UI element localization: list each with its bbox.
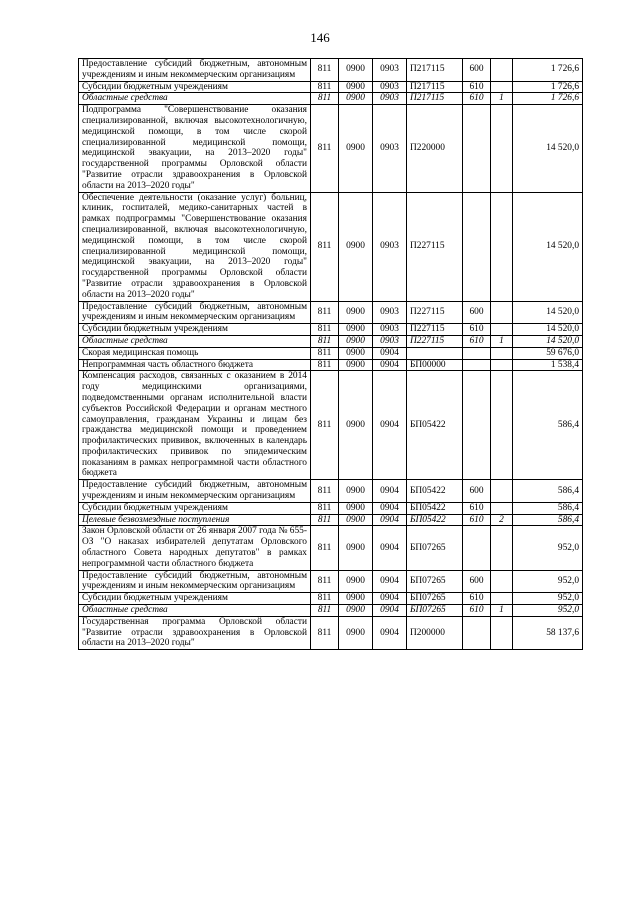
row-funding-source bbox=[491, 324, 513, 336]
row-sum: 58 137,6 bbox=[513, 616, 583, 649]
row-funding-source: 1 bbox=[491, 605, 513, 617]
row-expense-type bbox=[463, 359, 491, 371]
row-subsection-code: 0904 bbox=[373, 502, 407, 514]
row-section-code: 0900 bbox=[339, 105, 373, 192]
row-funding-source bbox=[491, 593, 513, 605]
row-ved-code: 811 bbox=[311, 347, 339, 359]
row-sum: 586,4 bbox=[513, 514, 583, 526]
row-subsection-code: 0903 bbox=[373, 324, 407, 336]
row-subsection-code: 0904 bbox=[373, 371, 407, 480]
row-subsection-code: 0903 bbox=[373, 105, 407, 192]
row-section-code: 0900 bbox=[339, 514, 373, 526]
row-ved-code: 811 bbox=[311, 605, 339, 617]
table-row bbox=[79, 359, 583, 371]
row-section-code: 0900 bbox=[339, 93, 373, 105]
row-subsection-code: 0904 bbox=[373, 526, 407, 570]
row-funding-source bbox=[491, 81, 513, 93]
row-expense-type: 610 bbox=[463, 514, 491, 526]
row-sum: 14 520,0 bbox=[513, 301, 583, 324]
row-name: Непрограммная часть областного бюджета bbox=[79, 359, 311, 371]
row-ved-code: 811 bbox=[311, 514, 339, 526]
row-target-article: П220000 bbox=[407, 105, 463, 192]
row-section-code: 0900 bbox=[339, 570, 373, 593]
row-sum: 586,4 bbox=[513, 371, 583, 480]
row-section-code: 0900 bbox=[339, 324, 373, 336]
row-funding-source: 1 bbox=[491, 335, 513, 347]
row-sum: 59 676,0 bbox=[513, 347, 583, 359]
row-name: Целевые безвозмездные поступления bbox=[79, 514, 311, 526]
table-row bbox=[79, 301, 583, 324]
table-row bbox=[79, 93, 583, 105]
table-row bbox=[79, 502, 583, 514]
row-target-article: П217115 bbox=[407, 93, 463, 105]
row-expense-type: 610 bbox=[463, 593, 491, 605]
row-funding-source bbox=[491, 359, 513, 371]
row-subsection-code: 0903 bbox=[373, 335, 407, 347]
row-funding-source bbox=[491, 192, 513, 301]
row-funding-source bbox=[491, 616, 513, 649]
row-sum: 14 520,0 bbox=[513, 192, 583, 301]
row-name: Областные средства bbox=[79, 335, 311, 347]
row-ved-code: 811 bbox=[311, 192, 339, 301]
row-sum: 952,0 bbox=[513, 605, 583, 617]
row-funding-source bbox=[491, 105, 513, 192]
table-row bbox=[79, 616, 583, 649]
row-sum: 14 520,0 bbox=[513, 324, 583, 336]
row-sum: 14 520,0 bbox=[513, 335, 583, 347]
row-subsection-code: 0903 bbox=[373, 59, 407, 82]
row-target-article: БП07265 bbox=[407, 593, 463, 605]
row-ved-code: 811 bbox=[311, 371, 339, 480]
row-ved-code: 811 bbox=[311, 570, 339, 593]
table-row bbox=[79, 347, 583, 359]
row-subsection-code: 0903 bbox=[373, 93, 407, 105]
row-ved-code: 811 bbox=[311, 93, 339, 105]
table-row bbox=[79, 526, 583, 570]
table-row bbox=[79, 480, 583, 503]
row-name: Компенсация расходов, связанных с оказанием в 2014 году медицинскими организациями, подведомственными органам исполнительной власти субъектов Российской Федерации и органам местного самоуправления, гражданам Украины и лицам без гражданства медицинской помощи и проведением профилактических прививок, включенных в календарь профилактических прививок по эпидемическим показаниям в рамках непрограммной части областного бюджета bbox=[79, 371, 311, 480]
row-target-article: БП07265 bbox=[407, 526, 463, 570]
row-name: Субсидии бюджетным учреждениям bbox=[79, 81, 311, 93]
row-name: Субсидии бюджетным учреждениям bbox=[79, 502, 311, 514]
row-subsection-code: 0904 bbox=[373, 480, 407, 503]
row-name: Областные средства bbox=[79, 93, 311, 105]
row-target-article: БП05422 bbox=[407, 502, 463, 514]
row-expense-type bbox=[463, 371, 491, 480]
row-ved-code: 811 bbox=[311, 324, 339, 336]
row-ved-code: 811 bbox=[311, 81, 339, 93]
row-target-article: П200000 bbox=[407, 616, 463, 649]
table-row bbox=[79, 593, 583, 605]
budget-table bbox=[78, 58, 583, 650]
row-expense-type bbox=[463, 347, 491, 359]
row-expense-type: 610 bbox=[463, 605, 491, 617]
table-row bbox=[79, 335, 583, 347]
table-row bbox=[79, 605, 583, 617]
row-ved-code: 811 bbox=[311, 502, 339, 514]
row-expense-type bbox=[463, 105, 491, 192]
table-row bbox=[79, 570, 583, 593]
row-funding-source bbox=[491, 526, 513, 570]
row-target-article: П217115 bbox=[407, 59, 463, 82]
row-name: Предоставление субсидий бюджетным, автономным учреждениям и иным некоммерческим организациям bbox=[79, 59, 311, 82]
row-expense-type: 600 bbox=[463, 480, 491, 503]
row-expense-type bbox=[463, 616, 491, 649]
row-name: Подпрограмма "Совершенствование оказания специализированной, включая высокотехнологичную, медицинской помощи, в том числе скорой специализированной медицинской помощи, медицинской эвакуации, на 2013–2020 годы" государственной программы Орловской области "Развитие отрасли здравоохранения в Орловской области на 2013–2020 годы" bbox=[79, 105, 311, 192]
row-ved-code: 811 bbox=[311, 616, 339, 649]
row-expense-type: 610 bbox=[463, 335, 491, 347]
row-sum: 1 538,4 bbox=[513, 359, 583, 371]
row-funding-source bbox=[491, 502, 513, 514]
row-section-code: 0900 bbox=[339, 616, 373, 649]
row-name: Субсидии бюджетным учреждениям bbox=[79, 324, 311, 336]
row-sum: 952,0 bbox=[513, 593, 583, 605]
row-section-code: 0900 bbox=[339, 480, 373, 503]
row-section-code: 0900 bbox=[339, 371, 373, 480]
row-funding-source bbox=[491, 59, 513, 82]
row-sum: 14 520,0 bbox=[513, 105, 583, 192]
row-funding-source bbox=[491, 570, 513, 593]
row-funding-source bbox=[491, 347, 513, 359]
row-ved-code: 811 bbox=[311, 593, 339, 605]
row-section-code: 0900 bbox=[339, 605, 373, 617]
row-section-code: 0900 bbox=[339, 347, 373, 359]
row-target-article: П227115 bbox=[407, 324, 463, 336]
row-subsection-code: 0904 bbox=[373, 347, 407, 359]
row-section-code: 0900 bbox=[339, 301, 373, 324]
row-section-code: 0900 bbox=[339, 59, 373, 82]
table-row bbox=[79, 324, 583, 336]
row-expense-type: 610 bbox=[463, 81, 491, 93]
row-subsection-code: 0904 bbox=[373, 616, 407, 649]
row-ved-code: 811 bbox=[311, 335, 339, 347]
row-sum: 1 726,6 bbox=[513, 93, 583, 105]
row-name: Областные средства bbox=[79, 605, 311, 617]
row-target-article: П217115 bbox=[407, 81, 463, 93]
row-sum: 1 726,6 bbox=[513, 81, 583, 93]
row-funding-source: 2 bbox=[491, 514, 513, 526]
row-section-code: 0900 bbox=[339, 502, 373, 514]
row-subsection-code: 0903 bbox=[373, 81, 407, 93]
row-subsection-code: 0904 bbox=[373, 514, 407, 526]
row-expense-type: 600 bbox=[463, 59, 491, 82]
row-target-article: БП05422 bbox=[407, 514, 463, 526]
table-row bbox=[79, 514, 583, 526]
row-expense-type: 610 bbox=[463, 93, 491, 105]
row-expense-type bbox=[463, 192, 491, 301]
row-expense-type: 600 bbox=[463, 301, 491, 324]
row-ved-code: 811 bbox=[311, 59, 339, 82]
row-expense-type: 610 bbox=[463, 502, 491, 514]
row-sum: 952,0 bbox=[513, 526, 583, 570]
row-ved-code: 811 bbox=[311, 480, 339, 503]
row-funding-source: 1 bbox=[491, 93, 513, 105]
row-funding-source bbox=[491, 301, 513, 324]
row-funding-source bbox=[491, 371, 513, 480]
row-name: Государственная программа Орловской области "Развитие отрасли здравоохранения в Орловской области на 2013–2020 годы" bbox=[79, 616, 311, 649]
row-target-article: БП05422 bbox=[407, 371, 463, 480]
row-subsection-code: 0904 bbox=[373, 593, 407, 605]
row-name: Предоставление субсидий бюджетным, автономным учреждениям и иным некоммерческим организациям bbox=[79, 570, 311, 593]
row-section-code: 0900 bbox=[339, 593, 373, 605]
row-section-code: 0900 bbox=[339, 526, 373, 570]
row-ved-code: 811 bbox=[311, 105, 339, 192]
row-subsection-code: 0903 bbox=[373, 301, 407, 324]
row-target-article: П227115 bbox=[407, 301, 463, 324]
row-ved-code: 811 bbox=[311, 526, 339, 570]
row-name: Обеспечение деятельности (оказание услуг) больниц, клиник, госпиталей, медико-санитарных частей в рамках подпрограммы "Совершенствование оказания специализированной, включая высокотехнологичную, медицинской помощи, в том числе скорой специализированной медицинской помощи, медицинской эвакуации, на 2013–2020 годы" государственной программы Орловской области "Развитие отрасли здравоохранения в Орловской области на 2013–2020 годы" bbox=[79, 192, 311, 301]
row-subsection-code: 0904 bbox=[373, 359, 407, 371]
row-name: Предоставление субсидий бюджетным, автономным учреждениям и иным некоммерческим организациям bbox=[79, 480, 311, 503]
row-target-article: БП07265 bbox=[407, 605, 463, 617]
row-target-article bbox=[407, 347, 463, 359]
row-name: Скорая медицинская помощь bbox=[79, 347, 311, 359]
row-subsection-code: 0903 bbox=[373, 192, 407, 301]
row-target-article: П227115 bbox=[407, 335, 463, 347]
row-target-article: П227115 bbox=[407, 192, 463, 301]
page-number: 146 bbox=[310, 30, 330, 45]
row-expense-type bbox=[463, 526, 491, 570]
row-sum: 586,4 bbox=[513, 502, 583, 514]
row-section-code: 0900 bbox=[339, 335, 373, 347]
table-row bbox=[79, 105, 583, 192]
row-name: Субсидии бюджетным учреждениям bbox=[79, 593, 311, 605]
row-section-code: 0900 bbox=[339, 81, 373, 93]
table-row bbox=[79, 81, 583, 93]
row-ved-code: 811 bbox=[311, 301, 339, 324]
row-expense-type: 600 bbox=[463, 570, 491, 593]
row-name: Закон Орловской области от 26 января 2007 года № 655-ОЗ "О наказах избирателей депутатам Орловского областного Совета народных депутатов" в рамках непрограммной части областного бюджета bbox=[79, 526, 311, 570]
row-name: Предоставление субсидий бюджетным, автономным учреждениям и иным некоммерческим организациям bbox=[79, 301, 311, 324]
row-funding-source bbox=[491, 480, 513, 503]
table-row bbox=[79, 192, 583, 301]
row-subsection-code: 0904 bbox=[373, 570, 407, 593]
row-expense-type: 610 bbox=[463, 324, 491, 336]
row-ved-code: 811 bbox=[311, 359, 339, 371]
table-row bbox=[79, 371, 583, 480]
row-sum: 952,0 bbox=[513, 570, 583, 593]
row-subsection-code: 0904 bbox=[373, 605, 407, 617]
row-section-code: 0900 bbox=[339, 359, 373, 371]
table-row bbox=[79, 59, 583, 82]
row-target-article: БП07265 bbox=[407, 570, 463, 593]
row-sum: 1 726,6 bbox=[513, 59, 583, 82]
row-section-code: 0900 bbox=[339, 192, 373, 301]
row-sum: 586,4 bbox=[513, 480, 583, 503]
row-target-article: БП05422 bbox=[407, 480, 463, 503]
row-target-article: БП00000 bbox=[407, 359, 463, 371]
